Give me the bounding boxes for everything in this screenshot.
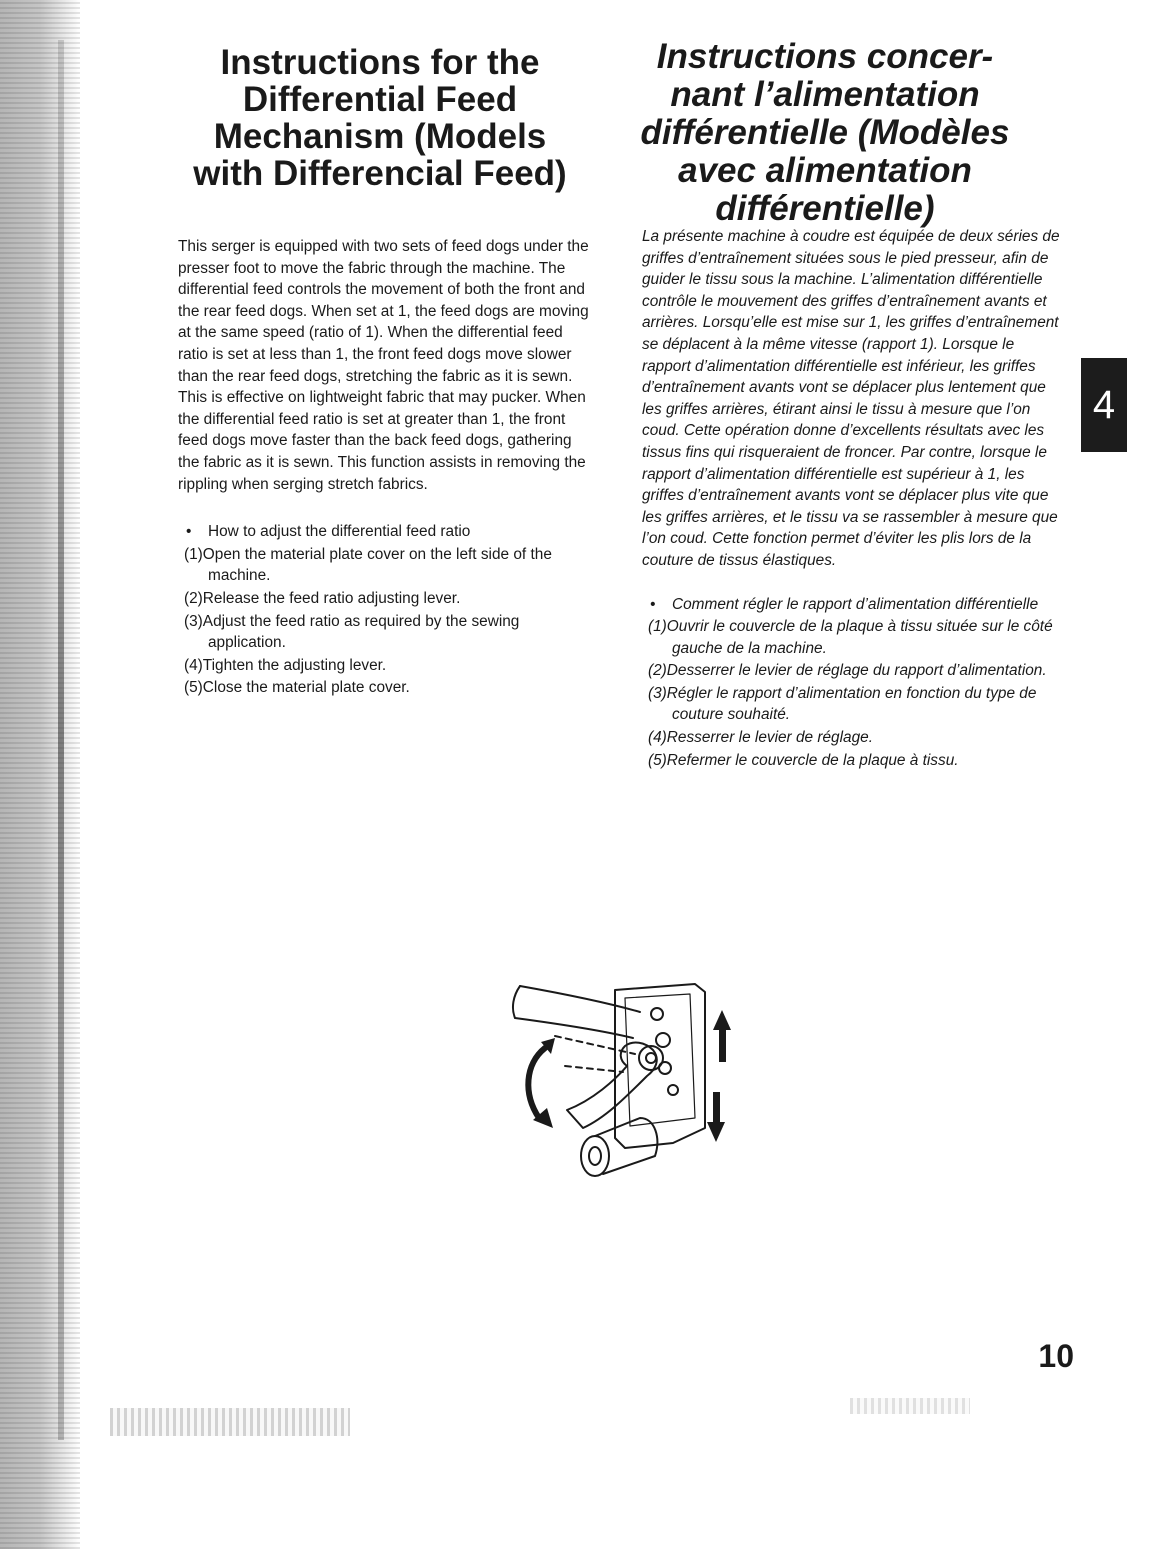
french-column xyxy=(642,226,1060,772)
french-step: (5)Refermer le couvercle de la plaque à tissu. xyxy=(648,751,959,769)
scan-smudge xyxy=(110,1408,350,1436)
french-title xyxy=(625,38,1025,228)
english-title-line: Mechanism (Models xyxy=(213,117,547,156)
english-column xyxy=(178,236,592,700)
french-steps-heading-text: Comment régler le rapport d’alimentation différentielle xyxy=(672,595,1039,613)
chapter-tab: 4 xyxy=(1081,358,1127,452)
english-title xyxy=(155,44,605,192)
english-step: (5)Close the material plate cover. xyxy=(184,679,410,697)
feed-ratio-lever-illustration xyxy=(505,968,750,1190)
french-title-line: Instructions concer- xyxy=(656,37,994,76)
english-title-line: Differential Feed xyxy=(242,80,518,119)
page-number: 10 xyxy=(1038,1338,1074,1374)
english-step: (4)Tighten the adjusting lever. xyxy=(184,656,387,674)
english-steps-list xyxy=(178,521,592,699)
french-step: (2)Desserrer le levier de réglage du rapport d’alimentation. xyxy=(648,662,1047,680)
french-step: (1)Ouvrir le couvercle de la plaque à tissu située sur le côté gauche de la machine. xyxy=(648,618,1053,657)
english-title-line: with Differencial Feed) xyxy=(193,154,567,193)
english-body-paragraph: This serger is equipped with two sets of feed dogs under the presser foot to move the fabric through the machine. The differential feed controls the movement of both the front and the rear feed dogs. When set at 1, the feed dogs are moving at the same speed (ratio of 1). When the differential feed ratio is set at less than 1, the front feed dogs move slower than the rear feed dogs, stretching the fabric as it is sewn. This is effective on lightweight fabric that may pucker. When the differential feed ratio is set at greater than 1, the front feed dogs move faster than the back feed dogs, gathering the fabric as it is sewn. This function assists in removing the rippling when serging stretch fabrics. xyxy=(178,238,589,493)
french-title-line: nant l’alimentation xyxy=(670,75,980,114)
french-body-paragraph: La présente machine à coudre est équipée de deux séries de griffes d’entraînement situées sous le pied presseur, afin de guider le tissu sous la machine. L’alimentation différentielle contrôle le mouvement des griffes d’entraînement avants et arrières. Lorsqu’elle est mise sur 1, les griffes d’entraînement se déplacent à la même vitesse (rapport 1). Lorsque le rapport d’alimentation différentielle est inférieur, les griffes d’entraînement avants vont se déplacer plus lentement que les griffes arrières, étirant ainsi le tissu à mesure que l’on coud. Cette opération donne d’excellents résultats avec les tissus fins qui risqueraient de froncer. Par contre, lorsque le rapport d’alimentation différentielle est supérieur à 1, les griffes d’entraînement avants vont se déplacer plus vite que les griffes arrières, et le tissu va se rassembler à mesure que l’on coud. Cette fonction permet d’éviter les plis lors de la couture de tissus élastiques. xyxy=(642,228,1060,569)
english-step: (2)Release the feed ratio adjusting lever. xyxy=(184,589,461,607)
english-title-line: Instructions for the xyxy=(220,43,540,82)
english-steps-heading xyxy=(178,521,592,543)
french-step: (4)Resserrer le levier de réglage. xyxy=(648,729,873,747)
english-steps-heading-text: How to adjust the differential feed ratio xyxy=(208,523,471,541)
french-step: (3)Régler le rapport d’alimentation en fonction du type de couture souhaité. xyxy=(648,684,1037,724)
french-steps-heading xyxy=(642,594,1060,616)
french-title-line: différentielle) xyxy=(715,189,935,228)
french-title-line: différentielle (Modèles xyxy=(640,113,1010,152)
english-step: (3)Adjust the feed ratio as required by the sewing application. xyxy=(184,612,520,652)
scan-smudge xyxy=(850,1398,970,1414)
scan-shadow-edge xyxy=(0,0,80,1549)
french-title-line: avec alimentation xyxy=(678,151,972,190)
french-steps-list xyxy=(642,594,1060,772)
english-step: (1)Open the material plate cover on the left side of the machine. xyxy=(184,545,552,585)
